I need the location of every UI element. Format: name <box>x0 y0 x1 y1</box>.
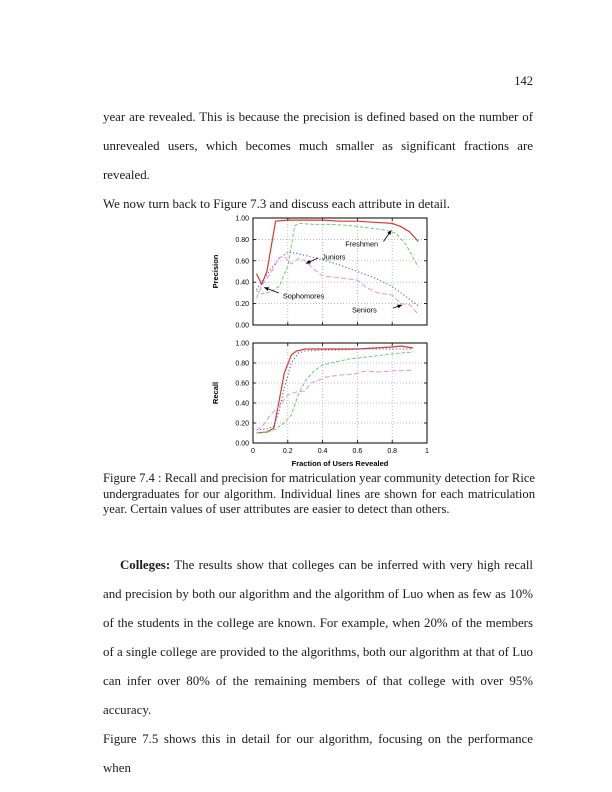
text-line: of the students in the college are known. For example, when 20% of the members <box>103 616 533 630</box>
text-line: We now turn back to Figure 7.3 and discuss each attribute in detail. <box>103 197 450 211</box>
ytick-label: 0.00 <box>235 440 249 448</box>
text-line <box>103 551 533 580</box>
series-sophomores <box>257 352 414 433</box>
ytick-label: 1.00 <box>235 215 249 223</box>
xtick-label: 1 <box>425 448 429 455</box>
page-number: 142 <box>514 74 533 88</box>
xtick-label: 0.6 <box>352 448 363 455</box>
text-line: and precision by both our algorithm and the algorithm of Luo when as few as 10% <box>103 587 533 601</box>
annotation-label: Freshmen <box>345 239 379 249</box>
caption-line: year. Certain values of user attributes are easier to detect than others. <box>103 502 450 517</box>
ytick-label: 0.40 <box>235 400 249 408</box>
series-seniors <box>257 370 414 430</box>
xtick-label: 0.2 <box>282 448 293 455</box>
precision-chart <box>205 205 445 335</box>
ytick-label: 0.80 <box>235 360 249 368</box>
caption-line: undergraduates for our algorithm. Individual lines are shown for each matriculation <box>103 486 535 501</box>
plot-frame <box>253 218 427 325</box>
ytick-label: 0.40 <box>235 279 249 287</box>
recall-chart <box>205 332 445 474</box>
ytick-label: 1.00 <box>235 340 249 348</box>
caption-line: Figure 7.4 : Recall and precision for matriculation year community detection for Rice <box>103 471 535 485</box>
text-run: The results show that colleges can be inferred with very high recall <box>170 558 533 572</box>
annotation-label: Sophomores <box>282 291 325 301</box>
xtick-label: 0.4 <box>317 448 328 455</box>
colleges-lead: Colleges: <box>120 558 171 572</box>
ytick-label: 0.00 <box>235 322 249 330</box>
text-line: can infer over 80% of the remaining members of that college with over 95% accuracy. <box>103 674 533 717</box>
annotation-arrow <box>393 305 402 308</box>
xtick-label: 0.8 <box>387 448 398 455</box>
paragraph-colleges <box>103 551 533 783</box>
ytick-label: 0.20 <box>235 420 249 428</box>
annotation-label: Seniors <box>352 305 377 315</box>
series-seniors <box>257 257 419 315</box>
annotation-arrow <box>384 230 392 241</box>
text-line: unrevealed users, which becomes much smaller as significant fractions are revealed. <box>103 139 533 182</box>
series-freshmen <box>257 346 414 433</box>
ytick-label: 0.60 <box>235 380 249 388</box>
text-line: year are revealed. This is because the precision is defined based on the number of <box>103 110 533 124</box>
paragraph-intro <box>103 103 533 219</box>
text-line: Figure 7.5 shows this in detail for our algorithm, focusing on the performance when <box>103 732 533 775</box>
series-juniors <box>257 349 414 430</box>
ytick-label: 0.80 <box>235 236 249 244</box>
annotation-label: Juniors <box>322 252 346 262</box>
y-axis-title: Recall <box>211 381 220 405</box>
text-line: of a single college are provided to the algorithms, both our algorithm at that of Luo <box>103 645 533 659</box>
ytick-label: 0.60 <box>235 258 249 266</box>
xtick-label: 0 <box>251 448 255 455</box>
plot-frame <box>253 343 427 443</box>
ytick-label: 0.20 <box>235 301 249 309</box>
x-axis-title: Fraction of Users Revealed <box>291 459 389 468</box>
figure-caption <box>103 471 535 518</box>
y-axis-title: Precision <box>211 254 220 289</box>
